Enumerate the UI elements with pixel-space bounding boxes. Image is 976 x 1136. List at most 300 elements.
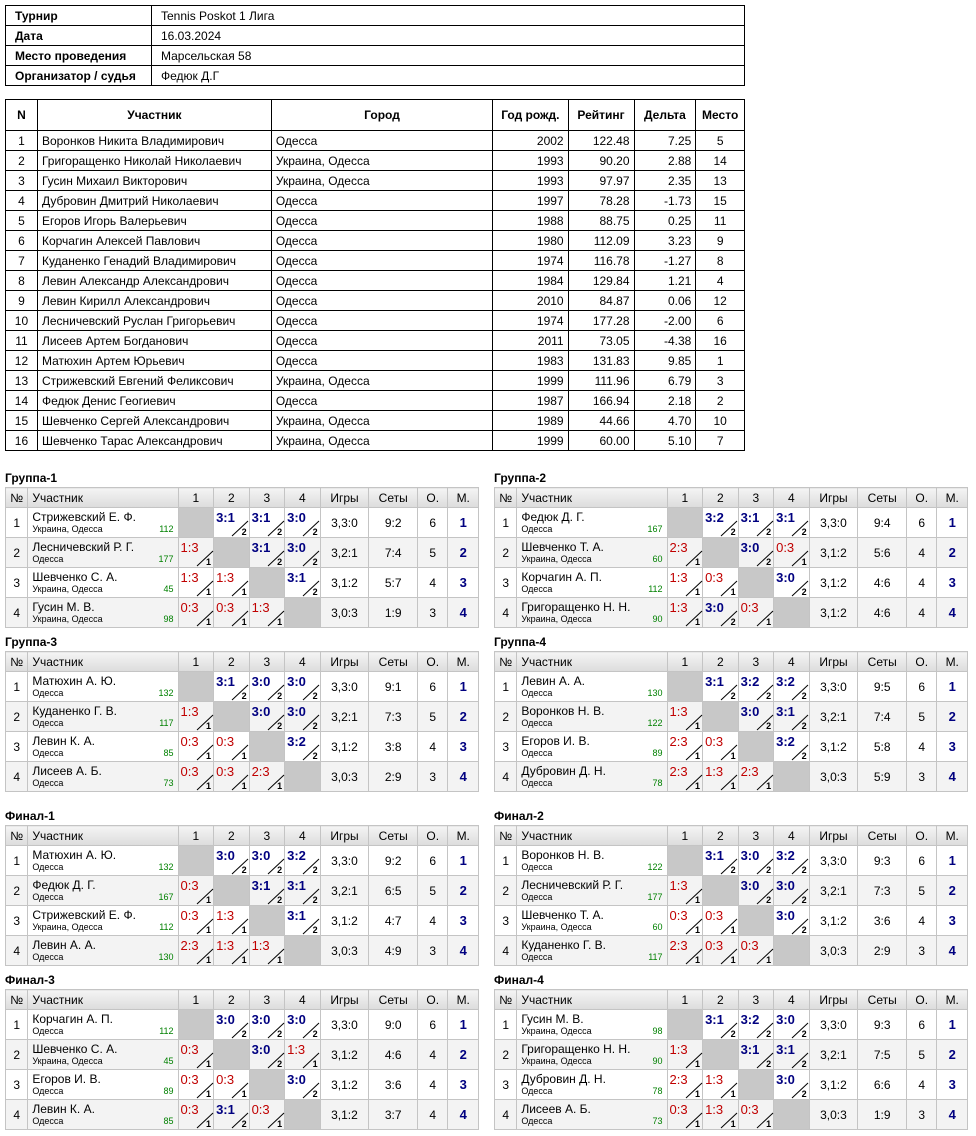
player-cell: [28, 1100, 178, 1130]
group-row: [6, 1010, 479, 1040]
match-result-cell: [178, 936, 214, 966]
group-column-header: О.: [907, 488, 937, 508]
match-points: 2: [312, 721, 318, 731]
participant-cell: -1.73: [634, 191, 696, 211]
column-header: Дельта: [634, 100, 696, 131]
match-points: 1: [766, 781, 772, 791]
player-city: Одесса: [521, 687, 553, 698]
group-place: 2: [937, 876, 968, 906]
seed-number: 4: [495, 1100, 517, 1130]
match-result-cell: [703, 1100, 739, 1130]
participant-cell: Матюхин Артем Юрьевич: [37, 351, 271, 371]
player-name: Дубровин Д. Н.: [521, 763, 606, 778]
match-points: 2: [766, 691, 772, 701]
match-score: 2:3: [669, 1072, 688, 1087]
participant-cell: Одесса: [271, 211, 492, 231]
match-score: 0:3: [180, 1042, 199, 1057]
seed-number: 3: [6, 906, 28, 936]
match-result-cell: [667, 1100, 703, 1130]
group-column-header: Игры: [320, 652, 369, 672]
participant-cell: 2: [696, 391, 745, 411]
group-place: 4: [448, 936, 479, 966]
points-total: 6: [418, 672, 448, 702]
participant-cell: Егоров Игорь Валерьевич: [37, 211, 271, 231]
sets-record: 9:4: [858, 508, 907, 538]
participant-cell: Левин Александр Александрович: [37, 271, 271, 291]
match-score: 3:2: [776, 674, 795, 689]
player-name: Куданенко Г. В.: [32, 703, 117, 718]
player-meta: [521, 922, 662, 932]
group-row: [6, 732, 479, 762]
participant-cell: Шевченко Тарас Александрович: [37, 431, 271, 451]
group-column-header: 4: [285, 826, 321, 846]
player-meta: [32, 952, 173, 962]
match-result-cell: [703, 508, 739, 538]
group-column-header: №: [6, 990, 28, 1010]
sets-record: 9:2: [369, 846, 418, 876]
participant-cell: 7: [6, 251, 38, 271]
match-points: 2: [241, 691, 247, 701]
match-result-cell: [285, 598, 321, 628]
player-city: Одесса: [521, 891, 553, 902]
seed-number: 1: [495, 508, 517, 538]
games-record: 3,0:3: [320, 598, 369, 628]
games-record: 3,1:2: [320, 1100, 369, 1130]
match-points: 1: [241, 781, 247, 791]
participant-cell: 15: [6, 411, 38, 431]
player-cell: [517, 702, 667, 732]
match-result-cell: [738, 1070, 774, 1100]
group-row: [495, 598, 968, 628]
match-points: 1: [695, 955, 701, 965]
player-city: Украина, Одесса: [32, 921, 103, 932]
player-city: Украина, Одесса: [521, 613, 592, 624]
match-points: 2: [801, 925, 807, 935]
match-result-cell: [214, 936, 250, 966]
match-result-cell: [738, 702, 774, 732]
match-result-cell: [667, 702, 703, 732]
sets-record: 5:7: [369, 568, 418, 598]
player-city: Одесса: [521, 777, 553, 788]
player-rating: 89: [163, 1085, 174, 1096]
match-score: 3:0: [740, 704, 760, 719]
match-result-cell: [249, 702, 285, 732]
player-cell: [28, 1040, 178, 1070]
player-cell: [28, 1070, 178, 1100]
participant-cell: 9.85: [634, 351, 696, 371]
match-score: 3:1: [705, 848, 724, 863]
group-row: [495, 1100, 968, 1130]
match-result-cell: [214, 762, 250, 792]
participant-cell: 2.18: [634, 391, 696, 411]
group-column-header: М.: [448, 990, 479, 1010]
match-result-cell: [703, 906, 739, 936]
player-meta: [32, 748, 173, 758]
group-place: 2: [937, 1040, 968, 1070]
participant-cell: 84.87: [568, 291, 634, 311]
participant-row: [6, 291, 745, 311]
match-result-cell: [249, 762, 285, 792]
player-cell: [28, 538, 178, 568]
group-column-header: 2: [703, 488, 739, 508]
player-city: Одесса: [521, 861, 553, 872]
match-score: 1:3: [669, 570, 688, 585]
match-result-cell: [667, 762, 703, 792]
seed-number: 4: [6, 598, 28, 628]
player-meta: [32, 778, 173, 788]
seed-number: 1: [495, 1010, 517, 1040]
points-total: 6: [907, 508, 937, 538]
participant-cell: Воронков Никита Владимирович: [37, 131, 271, 151]
match-points: 1: [241, 751, 247, 761]
player-name: Лисеев А. Б.: [521, 1101, 591, 1116]
match-points: 2: [766, 1029, 772, 1039]
games-record: 3,0:3: [320, 936, 369, 966]
games-record: 3,3:0: [809, 672, 858, 702]
group-row: [495, 702, 968, 732]
match-points: 2: [277, 527, 283, 537]
group-title: Группа-1: [5, 471, 58, 485]
tournament-info-table: [5, 5, 745, 86]
group-column-header: 1: [178, 990, 214, 1010]
participant-row: [6, 411, 745, 431]
player-name: Лесничевский Р. Г.: [32, 539, 135, 554]
match-score: 1:3: [216, 938, 235, 953]
seed-number: 2: [495, 876, 517, 906]
participant-cell: 5: [696, 131, 745, 151]
seed-number: 4: [6, 1100, 28, 1130]
player-meta: [521, 554, 662, 564]
points-total: 4: [418, 732, 448, 762]
match-points: 2: [801, 527, 807, 537]
points-total: 3: [907, 762, 937, 792]
match-score: 1:3: [216, 570, 235, 585]
info-row: [6, 26, 745, 46]
match-result-cell: [249, 876, 285, 906]
participant-cell: 11: [696, 211, 745, 231]
player-rating: 60: [652, 553, 663, 564]
seed-number: 4: [495, 762, 517, 792]
points-total: 6: [907, 1010, 937, 1040]
match-score: 3:0: [776, 1012, 795, 1027]
match-score: 3:0: [251, 674, 271, 689]
participant-cell: 16: [6, 431, 38, 451]
match-score: 3:0: [216, 1012, 235, 1027]
player-city: Украина, Одесса: [521, 1025, 592, 1036]
player-cell: [28, 508, 178, 538]
match-score: 3:0: [216, 848, 235, 863]
match-result-cell: [249, 1010, 285, 1040]
games-record: 3,1:2: [809, 906, 858, 936]
match-score: 1:3: [180, 540, 199, 555]
match-score: 2:3: [669, 764, 688, 779]
match-score: 1:3: [216, 908, 235, 923]
player-name: Стрижевский Е. Ф.: [32, 907, 136, 922]
match-result-cell: [285, 1010, 321, 1040]
seed-number: 2: [495, 538, 517, 568]
group-title: Финал-1: [5, 809, 55, 823]
player-rating: 98: [163, 613, 174, 624]
match-result-cell: [249, 846, 285, 876]
player-rating: 73: [163, 777, 174, 788]
match-result-cell: [285, 568, 321, 598]
match-result-cell: [738, 568, 774, 598]
group-column-header: 4: [774, 488, 810, 508]
participant-cell: 3: [696, 371, 745, 391]
match-points: 2: [766, 895, 772, 905]
group-place: 4: [448, 1100, 479, 1130]
participant-cell: Одесса: [271, 391, 492, 411]
match-points: 1: [695, 721, 701, 731]
seed-number: 3: [6, 732, 28, 762]
player-city: Одесса: [521, 583, 553, 594]
seed-number: 2: [6, 538, 28, 568]
match-result-cell: [178, 568, 214, 598]
participant-cell: 1989: [493, 411, 568, 431]
player-meta: [521, 718, 662, 728]
player-meta: [32, 1026, 173, 1036]
match-points: 2: [312, 527, 318, 537]
player-meta: [521, 1026, 662, 1036]
match-result-cell: [774, 568, 810, 598]
player-city: Украина, Одесса: [32, 523, 103, 534]
group-place: 1: [448, 672, 479, 702]
match-result-cell: [738, 732, 774, 762]
match-result-cell: [774, 762, 810, 792]
match-result-cell: [249, 538, 285, 568]
player-name: Воронков Н. В.: [521, 847, 605, 862]
player-name: Левин К. А.: [32, 733, 95, 748]
participant-cell: 111.96: [568, 371, 634, 391]
group-column-header: О.: [907, 990, 937, 1010]
match-result-cell: [214, 1100, 250, 1130]
group-row: [495, 936, 968, 966]
player-city: Одесса: [521, 747, 553, 758]
player-city: Украина, Одесса: [521, 553, 592, 564]
match-result-cell: [774, 508, 810, 538]
match-points: 1: [206, 1119, 212, 1129]
player-name: Егоров И. В.: [32, 1071, 101, 1086]
player-rating: 112: [159, 1025, 174, 1036]
participant-cell: Лисеев Артем Богданович: [37, 331, 271, 351]
sets-record: 1:9: [369, 598, 418, 628]
participant-cell: 166.94: [568, 391, 634, 411]
match-result-cell: [285, 702, 321, 732]
match-result-cell: [703, 672, 739, 702]
player-name: Лисеев А. Б.: [32, 763, 102, 778]
match-result-cell: [285, 762, 321, 792]
match-points: 2: [801, 865, 807, 875]
participant-cell: 78.28: [568, 191, 634, 211]
seed-number: 3: [495, 1070, 517, 1100]
participant-cell: 1999: [493, 431, 568, 451]
points-total: 4: [907, 1070, 937, 1100]
match-result-cell: [178, 1040, 214, 1070]
match-result-cell: [178, 598, 214, 628]
group-column-header: Сеты: [858, 990, 907, 1010]
group-column-header: О.: [418, 652, 448, 672]
player-meta: [32, 1086, 173, 1096]
match-result-cell: [285, 846, 321, 876]
participant-cell: Лесничевский Руслан Григорьевич: [37, 311, 271, 331]
group-column-header: Участник: [28, 652, 178, 672]
player-name: Григоращенко Н. Н.: [521, 599, 631, 614]
match-points: 2: [241, 1119, 247, 1129]
player-meta: [521, 862, 662, 872]
match-points: 2: [277, 895, 283, 905]
match-score: 3:0: [776, 1072, 795, 1087]
player-city: Украина, Одесса: [32, 583, 103, 594]
group-column-header: Сеты: [369, 990, 418, 1010]
player-cell: [517, 846, 667, 876]
info-value: Федюк Д.Г: [152, 66, 745, 86]
match-result-cell: [703, 538, 739, 568]
participant-cell: 1997: [493, 191, 568, 211]
group-row: [495, 508, 968, 538]
group-column-header: 1: [667, 826, 703, 846]
participant-cell: Одесса: [271, 271, 492, 291]
match-score: 3:0: [776, 908, 795, 923]
participant-cell: 12: [696, 291, 745, 311]
participant-cell: 9: [696, 231, 745, 251]
player-name: Стрижевский Е. Ф.: [32, 509, 136, 524]
match-points: 1: [801, 557, 807, 567]
match-score: 0:3: [180, 878, 199, 893]
group-column-header: Игры: [809, 652, 858, 672]
match-points: 1: [206, 721, 212, 731]
group-header-row: [495, 826, 968, 846]
match-points: 1: [695, 781, 701, 791]
points-total: 5: [907, 1040, 937, 1070]
match-result-cell: [214, 846, 250, 876]
match-result-cell: [249, 598, 285, 628]
match-result-cell: [214, 1070, 250, 1100]
match-result-cell: [178, 702, 214, 732]
match-points: 1: [695, 1059, 701, 1069]
group-column-header: Сеты: [369, 652, 418, 672]
seed-number: 2: [6, 876, 28, 906]
seed-number: 1: [6, 508, 28, 538]
group-column-header: М.: [937, 990, 968, 1010]
match-result-cell: [249, 906, 285, 936]
sets-record: 3:6: [369, 1070, 418, 1100]
match-points: 2: [312, 925, 318, 935]
player-city: Одесса: [32, 951, 64, 962]
participant-cell: 97.97: [568, 171, 634, 191]
match-result-cell: [703, 846, 739, 876]
player-name: Григоращенко Н. Н.: [521, 1041, 631, 1056]
match-result-cell: [249, 936, 285, 966]
match-points: 2: [730, 1029, 736, 1039]
points-total: 3: [418, 598, 448, 628]
group-column-header: Игры: [809, 826, 858, 846]
participant-cell: 14: [6, 391, 38, 411]
player-cell: [517, 508, 667, 538]
match-result-cell: [667, 1040, 703, 1070]
info-value: Tennis Poskot 1 Лига: [152, 6, 745, 26]
player-city: Одесса: [32, 717, 64, 728]
participant-cell: 2: [6, 151, 38, 171]
match-result-cell: [214, 508, 250, 538]
column-header: Город: [271, 100, 492, 131]
player-city: Одесса: [32, 777, 64, 788]
participant-cell: 116.78: [568, 251, 634, 271]
player-meta: [521, 1056, 662, 1066]
participant-row: [6, 391, 745, 411]
group-place: 3: [448, 906, 479, 936]
match-score: 1:3: [669, 878, 688, 893]
match-result-cell: [667, 732, 703, 762]
match-score: 1:3: [669, 704, 688, 719]
points-total: 3: [907, 1100, 937, 1130]
match-points: 2: [801, 721, 807, 731]
info-row: [6, 46, 745, 66]
match-points: 2: [730, 617, 736, 627]
match-score: 0:3: [705, 734, 724, 749]
group-title: Финал-2: [494, 809, 544, 823]
participant-cell: 6: [696, 311, 745, 331]
info-value: 16.03.2024: [152, 26, 745, 46]
games-record: 3,3:0: [320, 508, 369, 538]
group-block: [5, 471, 479, 628]
group-column-header: О.: [418, 826, 448, 846]
group-place: 1: [448, 846, 479, 876]
participant-cell: Стрижевский Евгений Феликсович: [37, 371, 271, 391]
match-result-cell: [214, 1010, 250, 1040]
match-result-cell: [214, 538, 250, 568]
group-row: [6, 1070, 479, 1100]
group-title: Финал-3: [5, 973, 55, 987]
participant-row: [6, 271, 745, 291]
player-name: Матюхин А. Ю.: [32, 673, 117, 688]
match-points: 2: [801, 691, 807, 701]
match-result-cell: [703, 1070, 739, 1100]
group-column-header: Участник: [28, 488, 178, 508]
points-total: 6: [418, 1010, 448, 1040]
participant-row: [6, 151, 745, 171]
group-column-header: 3: [738, 826, 774, 846]
seed-number: 3: [495, 906, 517, 936]
participant-cell: -2.00: [634, 311, 696, 331]
participant-cell: 1974: [493, 311, 568, 331]
group-block: [494, 973, 968, 1130]
participant-cell: 3.23: [634, 231, 696, 251]
points-total: 4: [418, 1040, 448, 1070]
participant-row: [6, 311, 745, 331]
match-result-cell: [703, 1040, 739, 1070]
match-points: 2: [801, 1089, 807, 1099]
player-cell: [28, 936, 178, 966]
participant-cell: Одесса: [271, 331, 492, 351]
participant-cell: 8: [6, 271, 38, 291]
match-points: 2: [766, 1059, 772, 1069]
group-table: [494, 651, 968, 792]
match-score: 3:2: [287, 848, 306, 863]
match-score: 0:3: [216, 1072, 235, 1087]
match-score: 2:3: [669, 540, 688, 555]
participant-cell: 73.05: [568, 331, 634, 351]
group-place: 1: [448, 508, 479, 538]
participant-cell: Украина, Одесса: [271, 431, 492, 451]
group-place: 1: [937, 508, 968, 538]
group-header-row: [6, 652, 479, 672]
participant-cell: Одесса: [271, 131, 492, 151]
sets-record: 5:6: [858, 538, 907, 568]
match-result-cell: [774, 732, 810, 762]
player-rating: 73: [652, 1115, 663, 1126]
match-result-cell: [214, 672, 250, 702]
sets-record: 4:7: [369, 906, 418, 936]
